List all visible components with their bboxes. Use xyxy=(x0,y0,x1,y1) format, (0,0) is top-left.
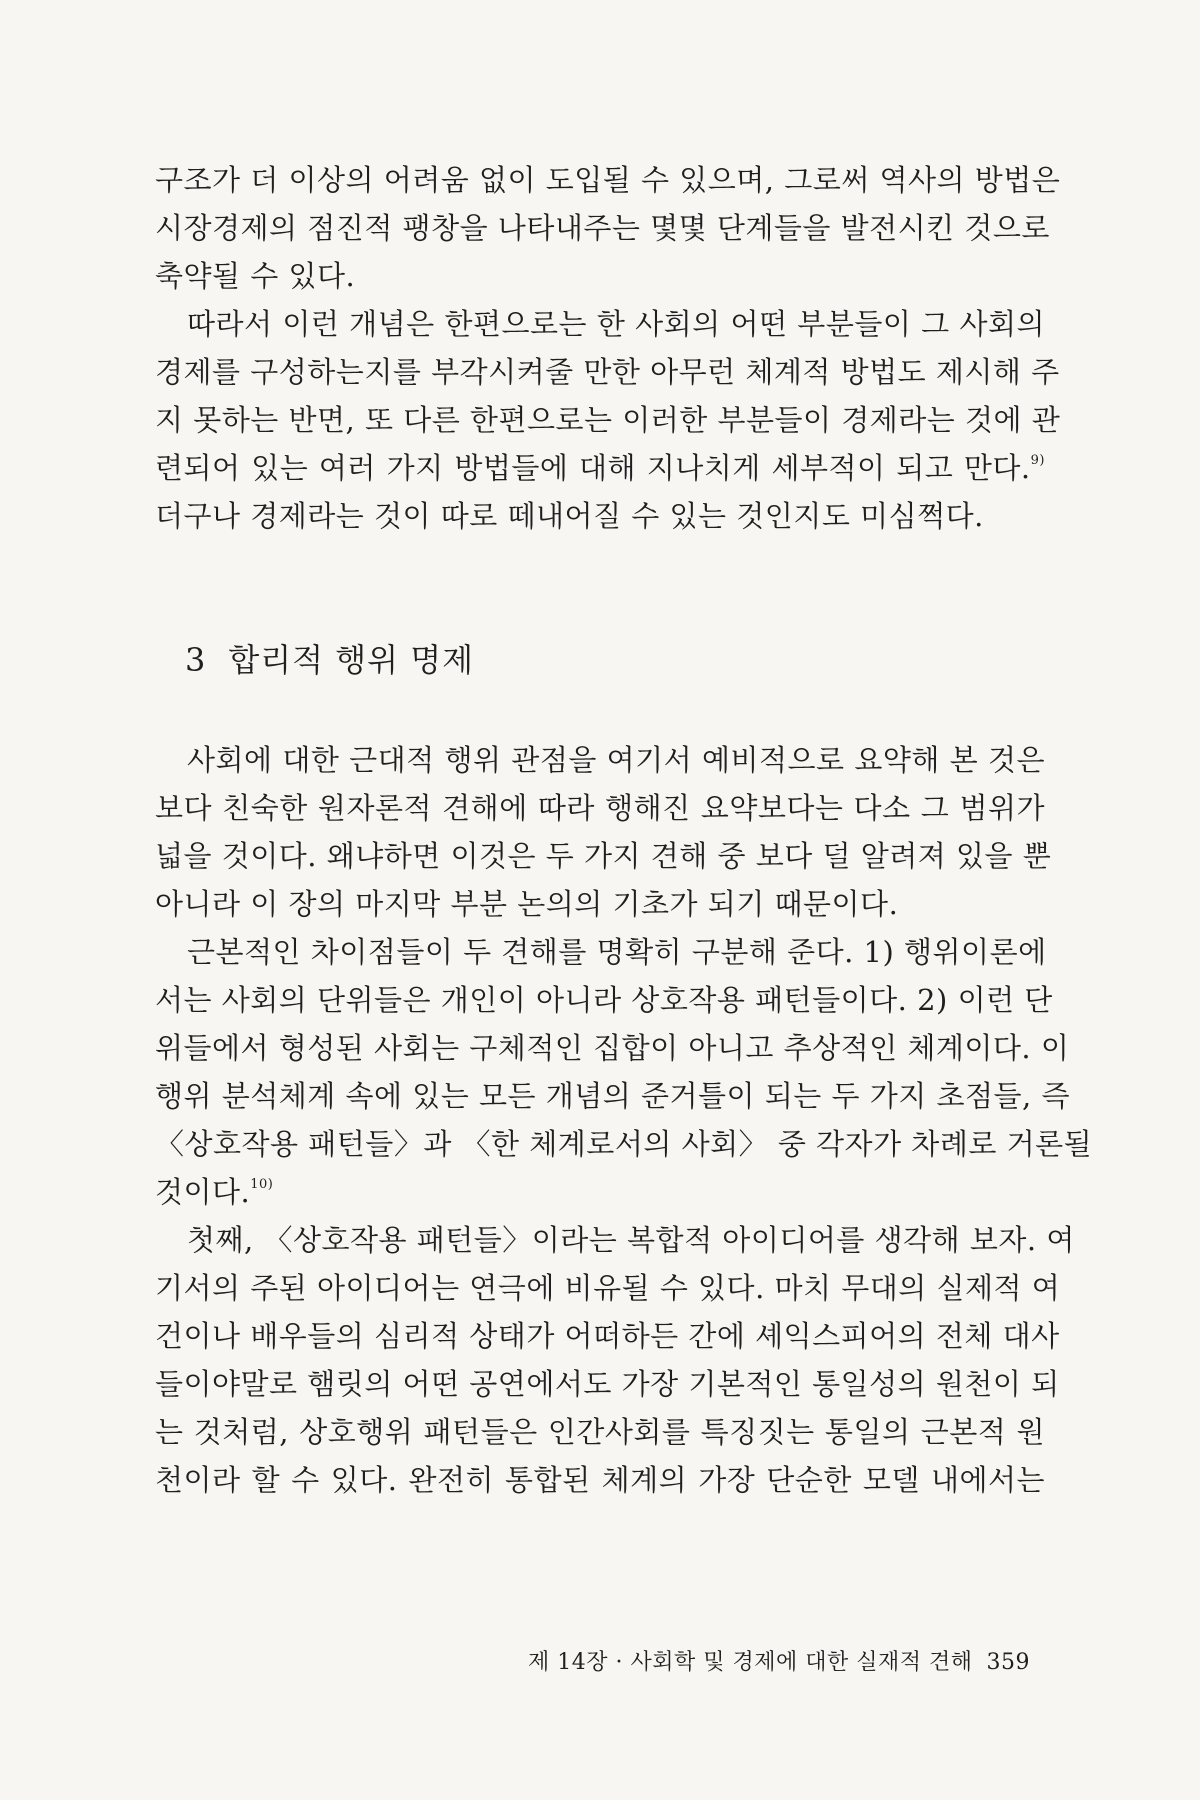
text-fragment: 련되어 있는 여러 가지 방법들에 대해 지나치게 세부적이 되고 만다. xyxy=(155,451,1031,485)
page-number: 359 xyxy=(986,1650,1030,1675)
text-line: 행위 분석체계 속에 있는 모든 개념의 준거틀이 되는 두 가지 초점들, 즉 xyxy=(155,1079,1071,1113)
section-number: 3 xyxy=(185,641,207,679)
text-line: 기서의 주된 아이디어는 연극에 비유될 수 있다. 마치 무대의 실제적 여 xyxy=(155,1271,1061,1305)
text-line: 는 것처럼, 상호행위 패턴들은 인간사회를 특징짓는 통일의 근본적 원 xyxy=(155,1415,1045,1449)
text-fragment: 것이다. xyxy=(155,1175,251,1209)
text-line: 근본적인 차이점들이 두 견해를 명확히 구분해 준다. 1) 행위이론에 xyxy=(187,935,1047,969)
text-line: 시장경제의 점진적 팽창을 나타내주는 몇몇 단계들을 발전시킨 것으로 xyxy=(155,211,1050,245)
footnote-marker: 10) xyxy=(250,1177,274,1192)
text-line-with-footnote xyxy=(155,444,1045,492)
text-line: 구조가 더 이상의 어려움 없이 도입될 수 있으며, 그로써 역사의 방법은 xyxy=(155,163,1061,197)
text-line: 경제를 구성하는지를 부각시켜줄 만한 아무런 체계적 방법도 제시해 주 xyxy=(155,355,1060,389)
text-line: 축약될 수 있다. xyxy=(155,259,356,293)
text-line: 보다 친숙한 원자론적 견해에 따라 행해진 요약보다는 다소 그 범위가 xyxy=(155,791,1045,825)
text-line-with-footnote xyxy=(155,1168,1045,1216)
page-footer xyxy=(528,1648,1030,1678)
text-line: 넓을 것이다. 왜냐하면 이것은 두 가지 견해 중 보다 덜 알려져 있을 뿐 xyxy=(155,839,1052,873)
text-line: 더구나 경제라는 것이 따로 떼내어질 수 있는 것인지도 미심쩍다. xyxy=(155,499,984,533)
text-line: 따라서 이런 개념은 한편으로는 한 사회의 어떤 부분들이 그 사회의 xyxy=(187,307,1045,341)
section-title: 합리적 행위 명제 xyxy=(228,641,475,679)
text-line: 첫째, 〈상호작용 패턴들〉이라는 복합적 아이디어를 생각해 보자. 여 xyxy=(187,1223,1075,1257)
running-head: 제 14장 · 사회학 및 경제에 대한 실재적 견해 xyxy=(528,1650,973,1675)
text-line: 지 못하는 반면, 또 다른 한편으로는 이러한 부분들이 경제라는 것에 관 xyxy=(155,403,1061,437)
top-text-block xyxy=(155,156,1061,540)
text-line: 사회에 대한 근대적 행위 관점을 여기서 예비적으로 요약해 본 것은 xyxy=(187,743,1045,777)
text-line: 건이나 배우들의 심리적 상태가 어떠하든 간에 셰익스피어의 전체 대사 xyxy=(155,1319,1060,1353)
body-text-block xyxy=(155,736,1093,1504)
text-line: 들이야말로 햄릿의 어떤 공연에서도 가장 기본적인 통일성의 원천이 되 xyxy=(155,1367,1060,1401)
text-line: 서는 사회의 단위들은 개인이 아니라 상호작용 패턴들이다. 2) 이런 단 xyxy=(155,983,1053,1017)
footnote-marker: 9) xyxy=(1030,453,1045,468)
text-line: 〈상호작용 패턴들〉과 〈한 체계로서의 사회〉 중 각자가 차례로 거론될 xyxy=(155,1127,1093,1161)
text-line: 천이라 할 수 있다. 완전히 통합된 체계의 가장 단순한 모델 내에서는 xyxy=(155,1463,1045,1497)
section-heading xyxy=(185,640,474,680)
text-line: 아니라 이 장의 마지막 부분 논의의 기초가 되기 때문이다. xyxy=(155,887,899,921)
text-line: 위들에서 형성된 사회는 구체적인 집합이 아니고 추상적인 체계이다. 이 xyxy=(155,1031,1070,1065)
